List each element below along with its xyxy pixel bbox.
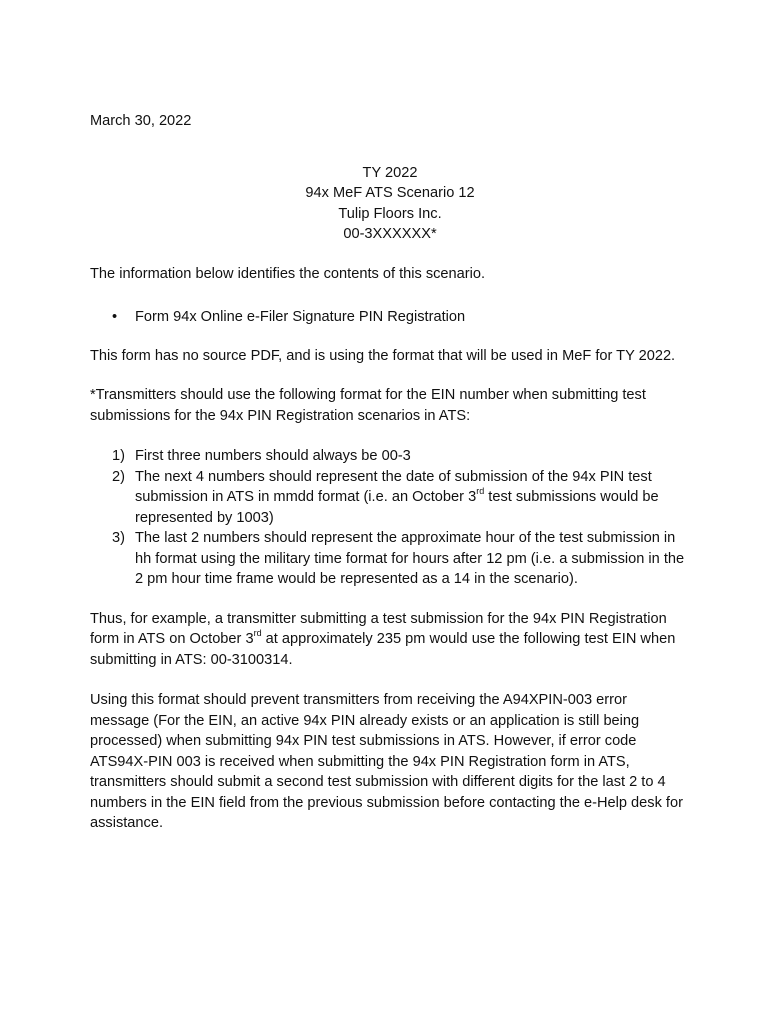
example-paragraph [90,609,690,671]
list-item [90,467,690,529]
header-tax-year: TY 2022 [362,164,418,181]
list-item-text-start: The next 4 numbers should represent the date of submission of the 94x PIN test submission in ATS in mmdd format (i.e. an October 3 [135,468,652,505]
ein-format-list [90,446,690,590]
closing-paragraph: Using this format should prevent transmitters from receiving the A94XPIN-003 error message (For the EIN, an active 94x PIN already exists or an application is still being processed) when submitting 94x PIN test submissions in ATS. However, if error code ATS94X-PIN 003 is received when submitting the 94x PIN Registration form in ATS, transmitters should submit a second test submission with different digits for the last 2 to 4 numbers in the EIN field from the previous submission before contacting the e-Help desk for assistance. [90,692,683,831]
ordinal-suffix: rd [253,628,262,639]
scenario-header [90,163,690,245]
intro-paragraph: The information below identifies the contents of this scenario. [90,265,486,282]
list-item-text [135,469,659,526]
list-item [90,307,690,328]
transmitters-paragraph: *Transmitters should use the following format for the EIN number when submitting test submissions for the 94x PIN Registration scenarios in ATS: [90,387,646,424]
contents-bullet-list [90,307,690,328]
list-item-number: 3) [112,530,125,546]
list-item-text: The last 2 numbers should represent the approximate hour of the test submission in hh format using the military time format for hours after 12 pm (i.e. a submission in the 2 pm hour time frame would be represented as a 14 in the scenario). [135,530,685,587]
no-pdf-paragraph: This form has no source PDF, and is using the format that will be used in MeF for TY 2022. [90,347,676,364]
header-ein: 00-3XXXXXX* [343,226,437,242]
document-date: March 30, 2022 [90,113,192,129]
list-item-text: Form 94x Online e-Filer Signature PIN Registration [135,309,466,325]
list-item-text: First three numbers should always be 00-3 [135,448,411,464]
example-text-start: Thus, for example, a transmitter submitting a test submission for the 94x PIN Registration form in ATS on October 3 [90,610,667,647]
example-text-end: at approximately 235 pm would use the following test EIN when submitting in ATS: 00-3100314. [90,631,676,668]
list-item-number: 2) [112,468,125,485]
ordinal-suffix: rd [476,486,485,497]
header-company-name: Tulip Floors Inc. [338,205,442,222]
bullet-icon: • [112,309,118,325]
list-item-text-end: test submissions would be represented by 1003) [135,489,659,526]
list-item [90,446,690,467]
document-page [90,111,690,834]
list-item [90,528,690,590]
header-scenario-title: 94x MeF ATS Scenario 12 [305,185,475,201]
list-item-number: 1) [112,448,125,464]
